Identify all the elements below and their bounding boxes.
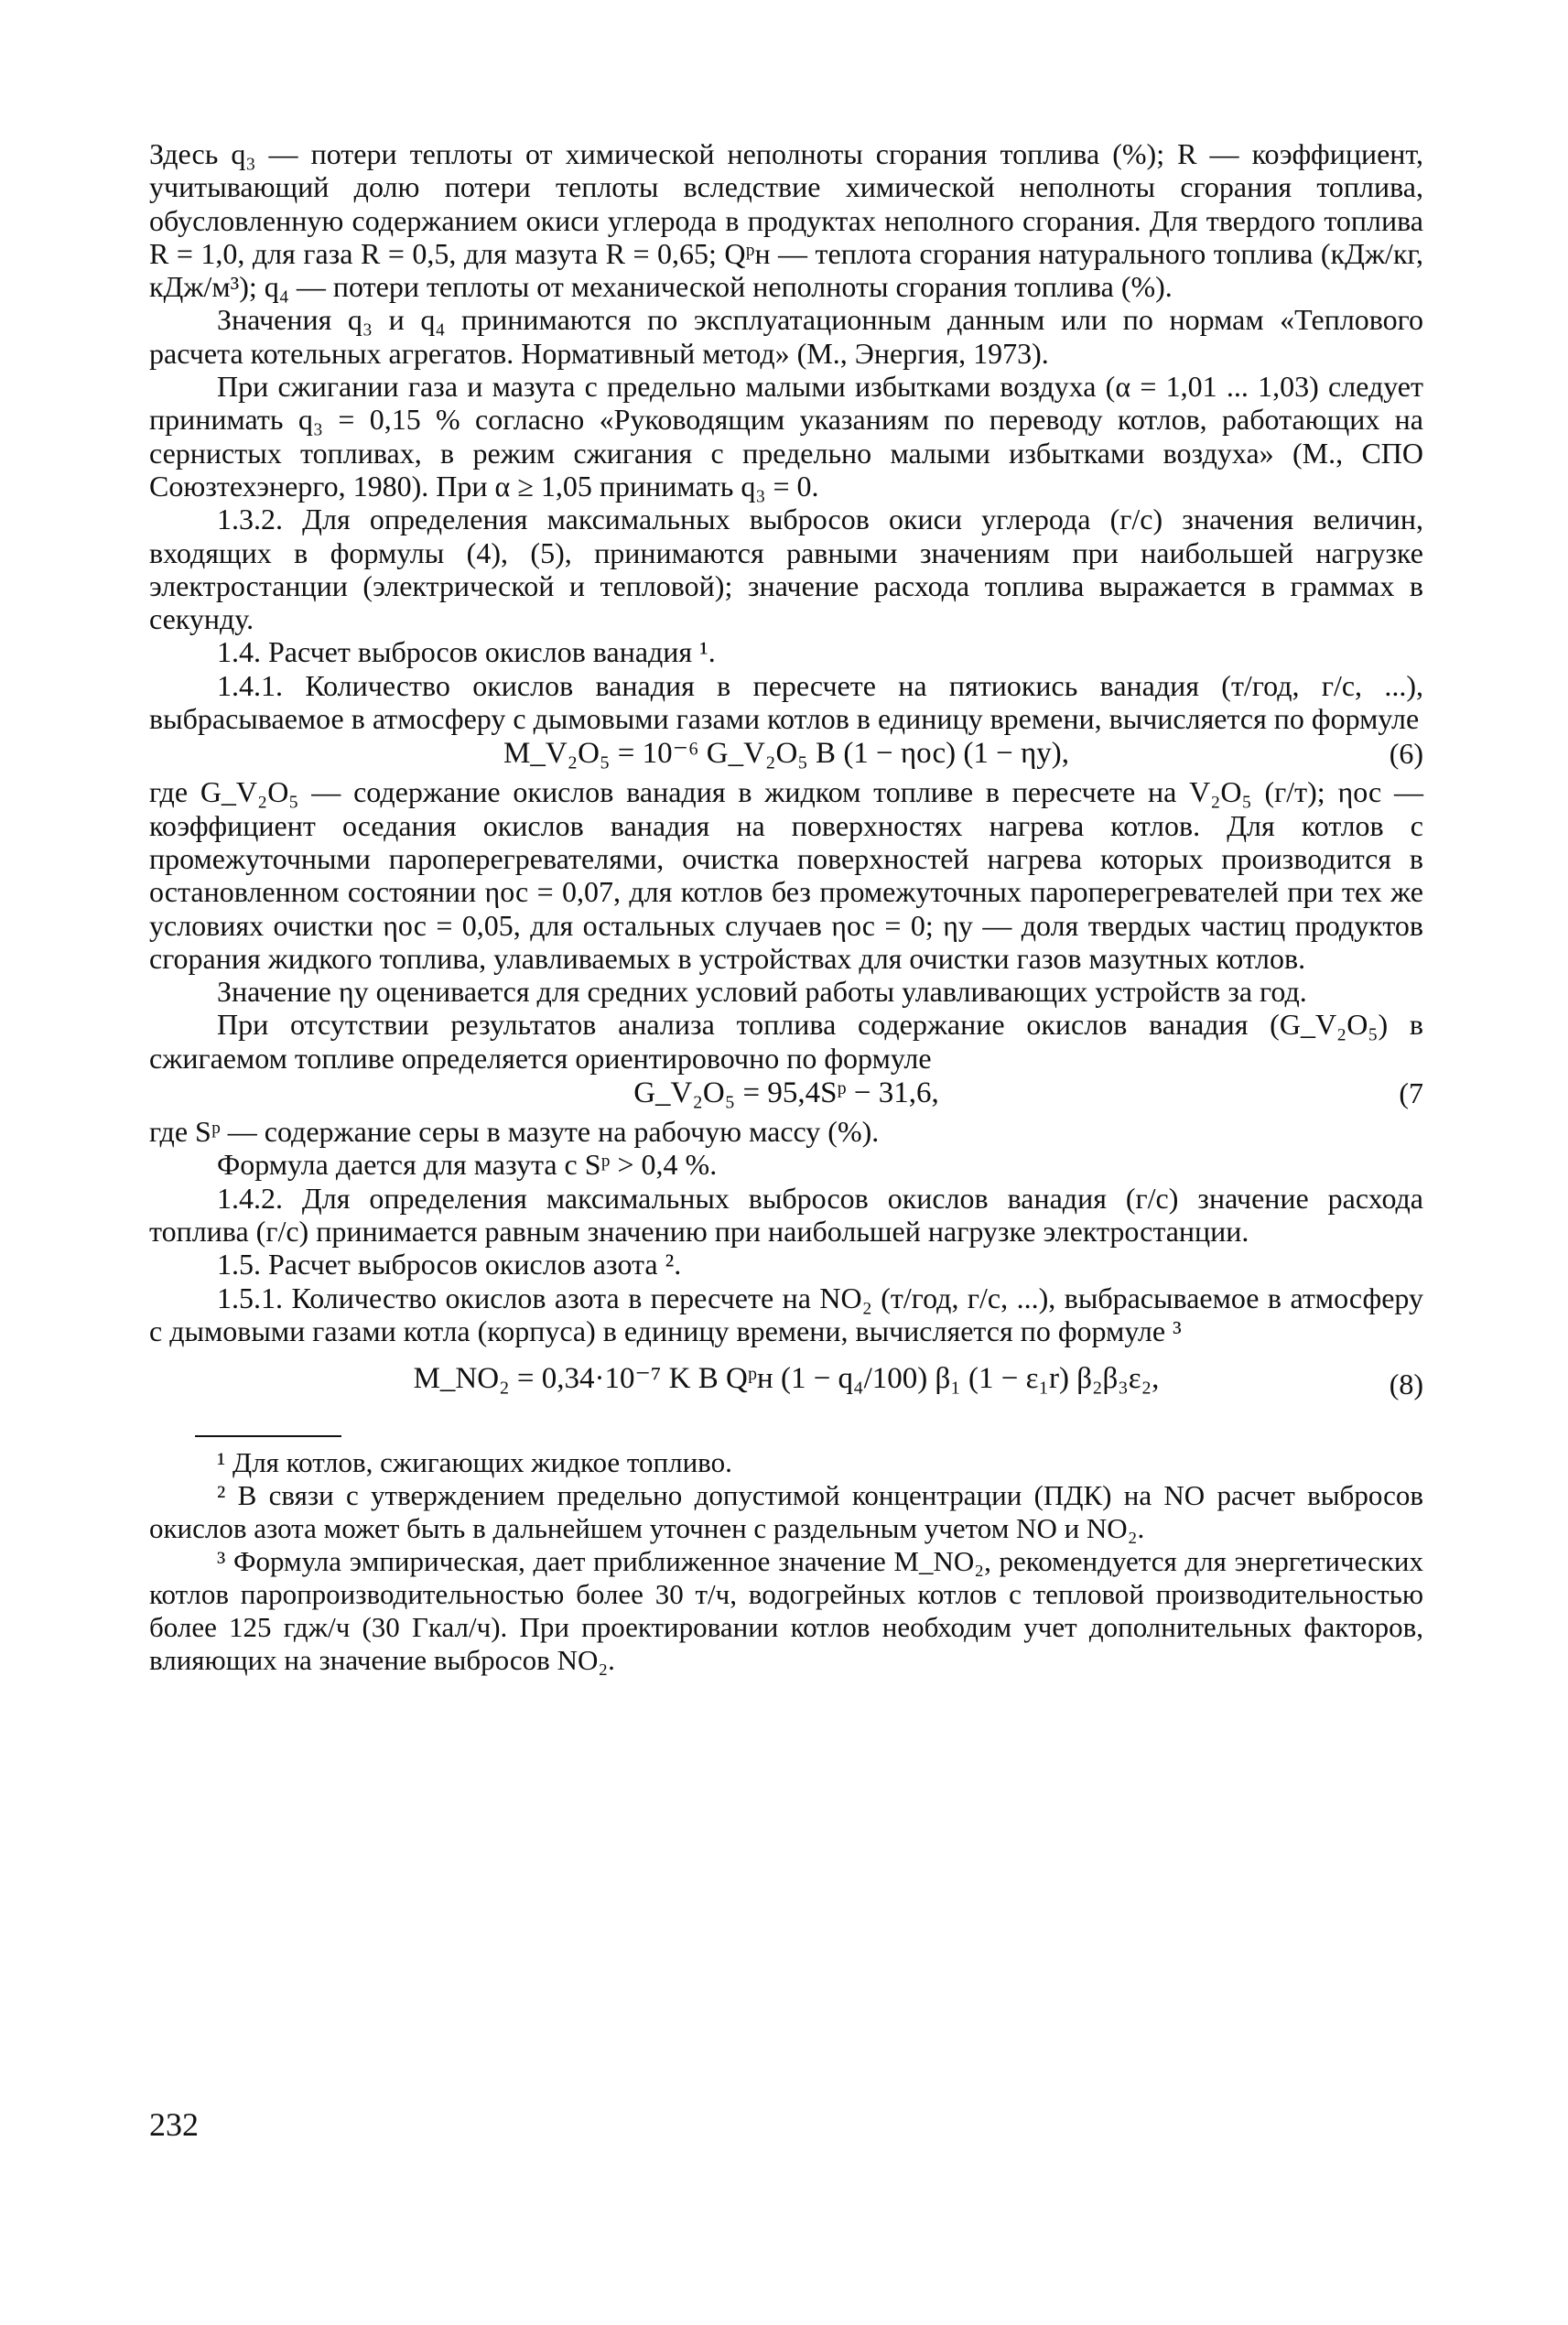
formula-8-expression: M_NO₂ = 0,34·10⁻⁷ K B Qᵖн (1 − q₄/100) β₁ (1 − ε₁r) β₂β₃ε₂,	[413, 1362, 1160, 1396]
footnote-1: ¹ Для котлов, сжигающих жидкое топливо.	[217, 1446, 732, 1479]
heading-1-4: 1.4. Расчет выбросов окислов ванадия ¹.	[217, 635, 716, 669]
formula-7-expression: G_V₂O₅ = 95,4Sᵖ − 31,6,	[633, 1076, 939, 1110]
formula-7-number: (7	[1399, 1076, 1423, 1110]
paragraph-1-5-1: 1.5.1. Количество окислов азота в пересчете на NO₂ (т/год, г/с, ...), выбрасываемое в атмосферу с дымовыми газами котла (корпуса) в единицу времени, вычисляется по формуле ³	[149, 1281, 1423, 1347]
body-text	[149, 137, 1423, 1677]
paragraph-1-4-2: 1.4.2. Для определения максимальных выбросов окислов ванадия (г/с) значение расхода топлива (г/с) принимается равным значению при наибольшей нагрузке электростанции.	[149, 1181, 1423, 1248]
formula-6-number: (6)	[1389, 737, 1423, 771]
footnote-3: ³ Формула эмпирическая, дает приближенное значение M_NO₂, рекомендуется для энергетических котлов паропроизводительностью более 30 т/ч, водогрейных котлов с тепловой производительностью более 125 гдж/ч (30 Гкал/ч). При проектировании котлов необходим учет дополнительных факторов, влияющих на значение выбросов NO₂.	[149, 1545, 1423, 1677]
paragraph-vanadium-definitions: где G_V₂O₅ — содержание окислов ванадия в жидком топливе в пересчете на V₂O₅ (г/т); ηос — коэффициент оседания окислов ванадия на поверхностях нагрева котлов. Для котлов с промежуточными пароперегревателями, очистка поверхностей нагрева которых производится в остановленном состоянии ηос = 0,07, для котлов без промежуточных пароперегревателей при тех же условиях очистки ηос = 0,05, для остальных случаев ηос = 0; ηу — доля твердых частиц продуктов сгорания жидкого топлива, улавливаемых в устройствах для очистки газов мазутных котлов.	[149, 775, 1423, 975]
formula-6-expression: M_V₂O₅ = 10⁻⁶ G_V₂O₅ B (1 − ηос) (1 − ηу),	[503, 737, 1069, 771]
paragraph-vanadium-estimate: При отсутствии результатов анализа топлива содержание окислов ванадия (G_V₂O₅) в сжигаемом топливе определяется ориентировочно по формуле	[149, 1008, 1423, 1075]
footnote-2: ² В связи с утверждением предельно допустимой концентрации (ПДК) на NO расчет выбросов окислов азота может быть в дальнейшем уточнен с раздельным учетом NO и NO₂.	[149, 1479, 1423, 1545]
paragraph-eta-y: Значение ηу оценивается для средних условий работы улавливающих устройств за год.	[217, 975, 1307, 1009]
paragraph-q3-q4-values: Значения q₃ и q₄ принимаются по эксплуатационным данным или по нормам «Теплового расчета котельных агрегатов. Нормативный метод» (М., Энергия, 1973).	[149, 303, 1423, 370]
paragraph-gas-fuel-oil: При сжигании газа и мазута с предельно малыми избытками воздуха (α = 1,01 ... 1,03) следует принимать q₃ = 0,15 % согласно «Руководящим указаниям по переводу котлов, работающих на сернистых топливах, в режим сжигания с предельно малыми избытками воздуха» (М., СПО Союзтехэнерго, 1980). При α ≥ 1,05 принимать q₃ = 0.	[149, 370, 1423, 503]
paragraph-q3-definitions: Здесь q₃ — потери теплоты от химической неполноты сгорания топлива (%); R — коэффициент, учитывающий долю потери теплоты вследствие химической неполноты сгорания топлива, обусловленную содержанием окиси углерода в продуктах неполного сгорания. Для твердого топлива R = 1,0, для газа R = 0,5, для мазута R = 0,65; Qᵖн — теплота сгорания натурального топлива (кДж/кг, кДж/м³); q₄ — потери теплоты от механической неполноты сгорания топлива (%).	[149, 137, 1423, 304]
paragraph-sulfur-definition: где Sᵖ — содержание серы в мазуте на рабочую массу (%).	[149, 1115, 880, 1149]
paragraph-formula-condition: Формула дается для мазута с Sᵖ > 0,4 %.	[217, 1148, 718, 1182]
formula-6	[149, 737, 1423, 773]
paragraph-1-3-2: 1.3.2. Для определения максимальных выбросов окиси углерода (г/с) значения величин, входящих в формулы (4), (5), принимаются равными значениям при наибольшей нагрузке электростанции (электрической и тепловой); значение расхода топлива выражается в граммах в секунду.	[149, 503, 1423, 636]
formula-8-number: (8)	[1389, 1368, 1423, 1401]
paragraph-1-4-1: 1.4.1. Количество окислов ванадия в пересчете на пятиокись ванадия (т/год, г/с, ...), выбрасываемое в атмосферу с дымовыми газами котлов в единицу времени, вычисляется по формуле	[149, 668, 1423, 736]
page-number: 232	[149, 2106, 199, 2143]
heading-1-5: 1.5. Расчет выбросов окислов азота ².	[217, 1248, 682, 1281]
footnote-separator	[195, 1435, 341, 1437]
formula-7	[149, 1076, 1423, 1113]
formula-8	[149, 1349, 1423, 1421]
